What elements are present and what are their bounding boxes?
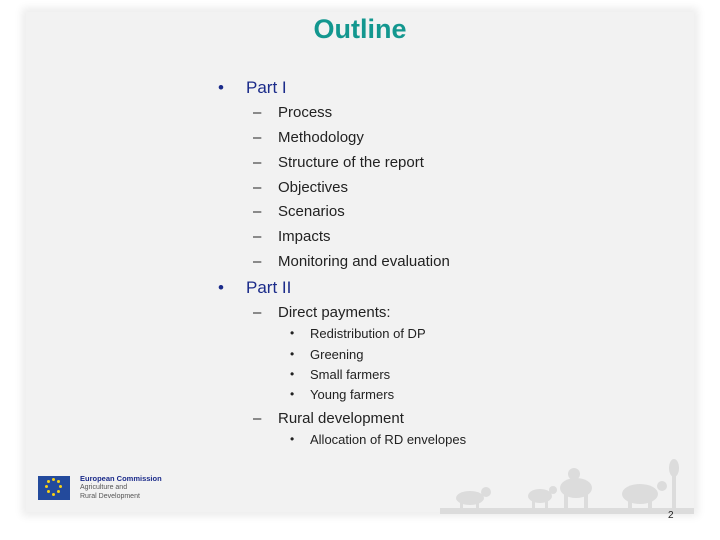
dash: – (253, 253, 262, 270)
sub-item (290, 326, 426, 341)
org-name: European Commission (80, 474, 162, 483)
list-item (253, 304, 391, 321)
section-part-1 (218, 78, 287, 98)
list-item-label: Direct payments: (278, 304, 391, 321)
sub-item-label: Young farmers (310, 387, 395, 402)
bullet: • (290, 326, 295, 340)
section-label: Part II (246, 278, 292, 297)
bullet: • (218, 278, 224, 297)
sub-item (290, 387, 395, 402)
slide-title: Outline (313, 14, 407, 44)
eu-flag-icon (38, 476, 70, 500)
list-item-label: Structure of the report (278, 154, 424, 171)
section-label: Part I (246, 78, 287, 97)
list-item-label: Rural development (278, 410, 404, 427)
list-item-label: Monitoring and evaluation (278, 253, 450, 270)
sub-item (290, 432, 467, 447)
list-item-label: Methodology (278, 129, 364, 146)
sub-item-label: Redistribution of DP (310, 326, 426, 341)
bullet: • (290, 367, 295, 381)
list-item (253, 129, 364, 146)
list-item (253, 104, 333, 121)
list-item-label: Scenarios (278, 203, 345, 220)
bullet: • (290, 387, 295, 401)
sub-item (290, 347, 364, 362)
list-item (253, 154, 424, 171)
bullet: • (290, 347, 295, 361)
page-number: 2 (668, 510, 674, 521)
list-item-label: Impacts (278, 228, 331, 245)
dash: – (253, 179, 262, 196)
sub-item-label: Allocation of RD envelopes (310, 432, 467, 447)
dash: – (253, 410, 262, 427)
sub-item-label: Greening (310, 347, 364, 362)
dash: – (253, 228, 262, 245)
dash: – (253, 129, 262, 146)
list-item (253, 203, 345, 220)
sub-item (290, 367, 391, 382)
dept-line: Agriculture and (80, 484, 128, 491)
bullet: • (218, 78, 224, 97)
list-item-label: Objectives (278, 179, 349, 196)
list-item (253, 253, 450, 270)
list-item-label: Process (278, 104, 333, 121)
sub-item-label: Small farmers (310, 367, 391, 382)
dash: – (253, 203, 262, 220)
section-part-2 (218, 278, 292, 298)
dash: – (253, 104, 262, 121)
dept-line: Rural Development (80, 493, 140, 500)
dash: – (253, 154, 262, 171)
dash: – (253, 304, 262, 321)
list-item (253, 179, 349, 196)
farm-animals-illustration (440, 458, 694, 514)
bullet: • (290, 432, 295, 446)
ec-logo-text (80, 474, 162, 501)
list-item (253, 228, 331, 245)
list-item (253, 410, 404, 427)
